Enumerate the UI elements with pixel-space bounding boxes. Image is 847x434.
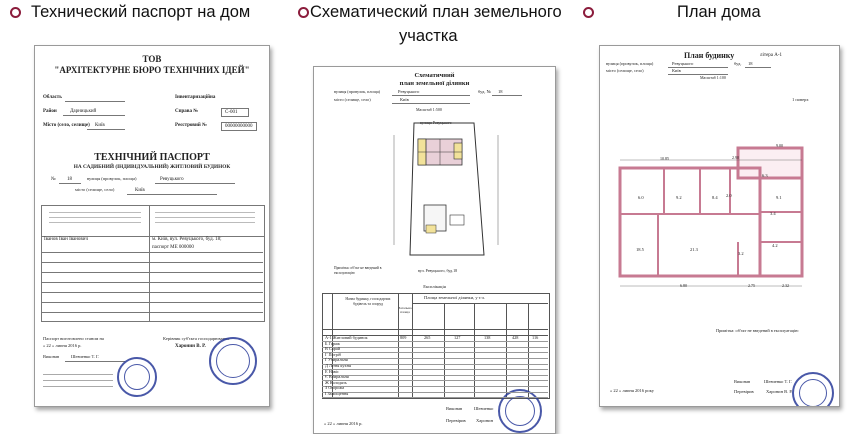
street-label: вулиця (провулок, площа)	[606, 61, 654, 66]
head-name: Харонин В. Р.	[175, 344, 206, 349]
city-value: Київ	[135, 188, 145, 193]
table-row: Д Літня кухня	[325, 363, 351, 368]
reestr-value: 00000000000	[221, 122, 257, 131]
compiled-date: « 22 » липня 2016 р.	[43, 343, 82, 348]
owner-address: м. Київ, вул. Ревуцького, буд. 18;	[152, 237, 222, 242]
note-text: Примітка: об'єкт не введений в експлуатацію	[334, 266, 382, 275]
rayon-label: Район	[43, 109, 57, 114]
oblast-label: Область	[43, 95, 62, 100]
table-row: З Огорожа	[325, 385, 345, 391]
inventory-label: Інвентаризаційна	[175, 95, 216, 100]
checked-label: Перевірив	[734, 389, 754, 394]
street-bottom-label: вул. Ревуцького, буд.18	[418, 268, 458, 273]
bullet-icon	[583, 7, 594, 18]
table-row: В Сарай	[325, 346, 341, 352]
technical-passport-document[interactable]	[34, 45, 270, 407]
stamp-icon	[117, 357, 157, 397]
date-label: « 22 » липня 2016 року	[610, 388, 655, 393]
room-label: 6.0	[638, 195, 644, 200]
room-label: 18.5	[636, 247, 644, 252]
building-value: 18	[498, 89, 503, 94]
house-plan-title: План будинку	[684, 51, 735, 60]
reestr-label: Реєстровий №	[175, 123, 207, 128]
table-row: І Замощення	[325, 391, 349, 396]
owner-name: Іванов Іван Іванович	[44, 237, 88, 242]
table-row: А-1 Житловий будинок	[325, 335, 368, 340]
table-cell: 116	[532, 335, 539, 340]
stamp-icon	[498, 389, 542, 433]
table-row: Г Погріб	[325, 351, 342, 357]
floor-label: 1 поверх	[792, 97, 809, 102]
table-row: Б Гараж	[325, 340, 340, 346]
checked-label: Перевірив	[446, 418, 466, 423]
city-label: місто (селище, село)	[334, 97, 371, 102]
col-total-header: Загальна площа	[398, 306, 412, 314]
table-cell: 127	[454, 335, 461, 340]
city-value: Київ	[400, 97, 409, 102]
owner-passport: паспорт МЕ 000000	[152, 245, 194, 250]
house-plan-document[interactable]	[599, 45, 840, 407]
dimension-label: 2.90	[732, 155, 739, 160]
city-label: місто (селище, село)	[606, 68, 644, 73]
header-house-plan: План дома	[677, 3, 761, 21]
number-value: 18	[67, 177, 72, 182]
table-row: Ж Колодязь	[325, 379, 347, 385]
room-label: 8.4	[712, 195, 718, 200]
number-label: №	[51, 177, 56, 182]
building-value: 18	[748, 61, 753, 66]
executor-name: Шевченко Т. Г.	[71, 354, 100, 359]
room-label: 3.4	[770, 211, 776, 216]
room-label: 9.2	[676, 195, 682, 200]
street-top-label: вулиця Ревуцького	[420, 120, 452, 125]
room-label: 9.1	[776, 195, 782, 200]
room-label: 4.2	[772, 243, 778, 248]
header-site-plan-line2: участка	[399, 27, 458, 45]
site-plan-title-line1: Схематичний	[414, 72, 455, 79]
checked-name: Харонин	[476, 418, 493, 423]
street-value: Ревуцького	[398, 89, 420, 94]
site-plan-document[interactable]	[313, 66, 556, 434]
head-label: Керівник суб'єкта господарювання	[163, 336, 230, 341]
sprava-label: Справа №	[175, 109, 199, 114]
dimension-label: 10.85	[660, 156, 669, 161]
bullet-icon	[298, 7, 309, 18]
date-label: « 22 » липня 2016 р.	[324, 421, 363, 426]
misto-value: Київ	[95, 123, 105, 128]
table-row: Е Навіс	[325, 368, 339, 374]
street-label: вулиця (провулок, площа)	[334, 89, 381, 94]
table-title: Експлікація	[423, 284, 446, 289]
executor-name: Шевченко	[474, 406, 494, 411]
scale-label: Масштаб 1:500	[416, 107, 442, 112]
area-header: Площа земельної ділянки, у т.ч.	[424, 295, 485, 300]
street-value: Ревуцького	[672, 61, 694, 66]
dimension-label: 2.75	[748, 283, 755, 288]
street-value: Ревуцького	[160, 177, 184, 182]
room-label: 3.2	[738, 251, 744, 256]
building-label: буд.	[734, 61, 742, 66]
table-cell: 138	[484, 335, 491, 340]
checked-name: Харонин В. Р.	[766, 389, 793, 394]
site-plan-drawing	[374, 115, 514, 265]
city-value: Київ	[672, 68, 681, 73]
room-label: 6.3	[762, 173, 768, 178]
bullet-icon	[10, 7, 21, 18]
executor-label: Виконав	[43, 354, 60, 359]
executor-name: Шевченко Т. Г.	[764, 379, 793, 384]
letter-label: літера А-1	[760, 53, 783, 58]
room-label: 2.0	[726, 193, 732, 198]
dimension-label: 6.80	[680, 283, 687, 288]
org-name-line2: "АРХІТЕКТУРНЕ БЮРО ТЕХНІЧНИХ ІДЕЙ"	[54, 65, 250, 75]
table-cell: 428	[512, 335, 519, 340]
site-plan-title-line2: план земельної ділянки	[399, 80, 470, 87]
table-row: Є Вбиральня	[325, 374, 349, 380]
col-name-header: Назва будинку, господарчих будівель та споруд	[345, 297, 391, 306]
misto-label: Місто (село, селище)	[43, 123, 90, 128]
stamp-icon	[792, 372, 834, 407]
city-label: місто (селище, село)	[75, 187, 115, 192]
dimension-label: 9.00	[776, 143, 783, 148]
passport-title: ТЕХНІЧНИЙ ПАСПОРТ	[94, 152, 210, 163]
dimension-label: 2.32	[782, 283, 789, 288]
header-site-plan-line1: Схематический план земельного	[310, 3, 562, 21]
executor-label: Виконав	[734, 379, 751, 384]
scale-label: Масштаб 1:100	[700, 75, 726, 80]
street-label: вулиця (провулок, площа)	[87, 176, 137, 181]
org-name-line1: ТОВ	[142, 54, 162, 64]
compiled-label: Паспорт виготовлено станом на	[43, 336, 104, 341]
sprava-value: С-001	[221, 108, 249, 117]
rayon-value: Дарницький	[70, 109, 97, 114]
stamp-icon	[209, 337, 257, 385]
building-label: буд. №	[478, 89, 491, 94]
table-cell: 809	[400, 335, 407, 340]
table-row: Ґ Убиральня	[325, 357, 348, 363]
table-cell: 265	[424, 335, 431, 340]
header-technical-passport: Технический паспорт на дом	[31, 3, 251, 21]
room-label: 21.3	[690, 247, 698, 252]
executor-label: Виконав	[446, 406, 463, 411]
passport-subtitle: НА САДИБНИЙ (ІНДИВІДУАЛЬНИЙ) ЖИТЛОВИЙ БУДИНОК	[73, 164, 231, 170]
note-text: Примітка: об'єкт не введений в експлуатацію	[716, 328, 799, 333]
